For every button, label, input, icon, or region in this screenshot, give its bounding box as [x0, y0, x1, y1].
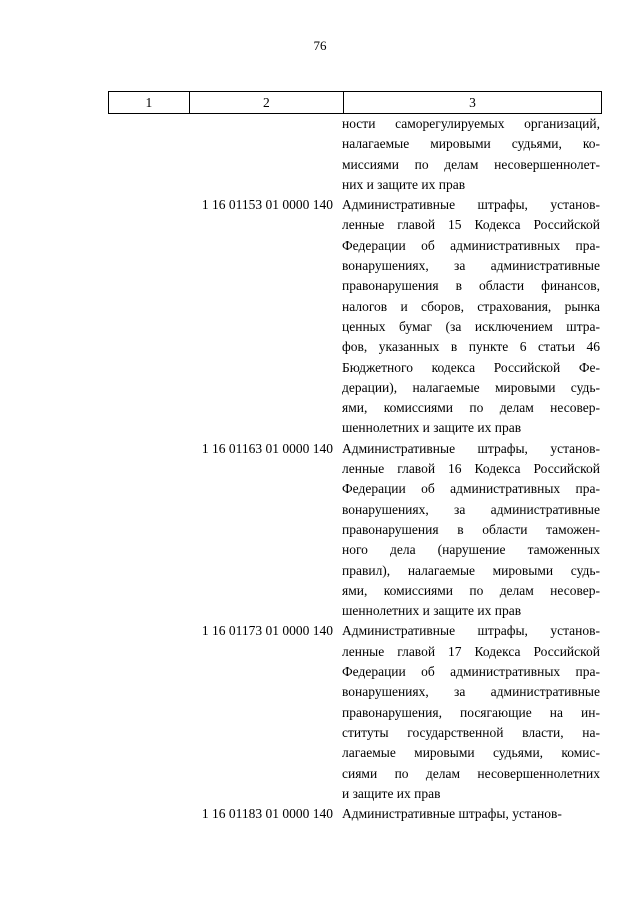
table-row: [108, 195, 602, 439]
description-line: правил), налагаемые мировыми судь-: [342, 562, 600, 578]
page-number: 76: [313, 38, 327, 53]
description-line: миссиями по делам несовершеннолет-: [342, 156, 600, 172]
description-line: Административные штрафы, установ-: [342, 197, 600, 213]
description-line: Бюджетного кодекса Российской Фе-: [342, 359, 600, 375]
description-line: шеннолетних и защите их прав: [342, 420, 522, 436]
column-header-1: 1: [109, 92, 190, 114]
description-line: ности саморегулируемых организаций,: [342, 116, 600, 131]
budget-classification-code: 1 16 01173 01 0000 140: [201, 623, 333, 639]
table-row: [108, 439, 602, 622]
description-line: ценных бумаг (за исключением штра-: [342, 318, 600, 334]
description-line: ного дела (нарушение таможенных: [342, 542, 600, 558]
description-line: ленные главой 17 Кодекса Российской: [342, 643, 600, 659]
table-row: [108, 804, 602, 824]
description-line: и защите их прав: [342, 785, 441, 801]
description-line: дерации), налагаемые мировыми судь-: [342, 379, 600, 395]
description-line: Федерации об административных пра-: [342, 664, 600, 680]
description-line: ленные главой 15 Кодекса Российской: [342, 217, 600, 233]
budget-classification-code: 1 16 01183 01 0000 140: [201, 806, 333, 822]
table-row: [108, 621, 602, 804]
description-line: налогов и сборов, страхования, рынка: [342, 298, 600, 314]
column-header-2: 2: [189, 92, 343, 114]
revenue-description: [342, 195, 600, 439]
description-line: шеннолетних и защите их прав: [342, 603, 522, 619]
budget-classification-code: 1 16 01163 01 0000 140: [201, 440, 333, 456]
description-line: налагаемые мировыми судьями, ко-: [342, 136, 600, 152]
description-line: Административные штрафы, установ-: [342, 623, 600, 639]
description-line: ленные главой 16 Кодекса Российской: [342, 461, 600, 477]
description-line: Федерации об административных пра-: [342, 481, 600, 497]
description-line: сиями по делам несовершеннолетних: [342, 765, 600, 781]
budget-classification-code: 1 16 01153 01 0000 140: [201, 197, 333, 213]
table-row: [108, 114, 602, 195]
description-line: вонарушениях, за административные: [342, 501, 600, 517]
table-body: [108, 114, 602, 824]
description-line: фов, указанных в пункте 6 статьи 46: [342, 339, 600, 355]
description-line: ями, комиссиями по делам несовер-: [342, 400, 600, 416]
description-line: Административные штрафы, установ-: [342, 806, 562, 822]
description-line: правонарушения в области финансов,: [342, 278, 600, 294]
revenue-description: [342, 439, 600, 622]
revenue-description: [342, 621, 600, 804]
description-line: них и защите их прав: [342, 176, 466, 192]
description-line: правонарушения, посягающие на ин-: [342, 704, 600, 720]
description-line: Федерации об административных пра-: [342, 237, 600, 253]
revenue-description: [342, 114, 600, 195]
column-header-row: [109, 92, 602, 114]
description-line: ями, комиссиями по делам несовер-: [342, 582, 600, 598]
column-header-3: 3: [344, 92, 602, 114]
column-header-table: [108, 91, 602, 114]
description-line: лагаемые мировыми судьями, комис-: [342, 745, 600, 761]
revenue-description: [342, 804, 600, 824]
description-line: Административные штрафы, установ-: [342, 440, 600, 456]
description-line: ституты государственной власти, на-: [342, 724, 600, 740]
description-line: вонарушениях, за административные: [342, 258, 600, 274]
description-line: вонарушениях, за административные: [342, 684, 600, 700]
description-line: правонарушения в области таможен-: [342, 521, 600, 537]
